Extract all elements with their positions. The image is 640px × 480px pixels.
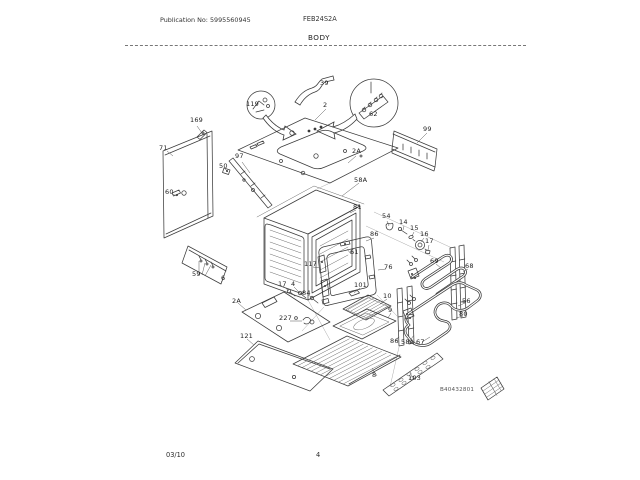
part-label: 4	[291, 280, 296, 288]
part-label: 6	[221, 274, 226, 282]
footer-date: 03/10	[166, 451, 186, 459]
rear-spacer-panel	[392, 131, 437, 171]
part-label: 67	[416, 338, 425, 346]
detail-circle-62	[350, 79, 398, 127]
section-title: BODY	[308, 33, 330, 42]
oven-rack	[293, 336, 401, 386]
part-label: 54	[382, 212, 391, 220]
part-label: 60	[165, 188, 174, 196]
part-label: 101	[354, 281, 368, 289]
part-label: 119	[246, 100, 260, 108]
part-label: 17	[425, 237, 434, 245]
part-label: 39	[320, 79, 329, 87]
left-side-panel	[163, 131, 213, 238]
part-label: 62	[369, 110, 378, 118]
part-label: 8	[372, 371, 377, 379]
pointer-arrow-119	[263, 115, 296, 140]
part-label: 50	[219, 162, 228, 170]
part-label: 2A	[352, 147, 361, 155]
bake-element	[403, 283, 480, 346]
part-label: 56	[462, 297, 471, 305]
part-label: 86	[390, 337, 399, 345]
part-label: 14	[399, 218, 408, 226]
oven-cavity	[257, 186, 364, 300]
part-label: 227	[279, 314, 293, 322]
part-label: 9	[388, 306, 393, 314]
part-label: 86	[370, 230, 379, 238]
bottom-panel	[235, 341, 333, 391]
part-label: 117	[304, 260, 318, 268]
model-number: FEB24S2A	[303, 15, 337, 23]
part-label: 169	[190, 116, 204, 124]
part-label: 76	[384, 263, 393, 271]
part-label: 16	[420, 230, 429, 238]
part-label: 99	[423, 125, 432, 133]
pointer-arrow-62	[317, 114, 357, 139]
door-latch	[340, 241, 350, 246]
part-label: 58A	[401, 338, 415, 346]
part-label: 2A	[232, 297, 241, 305]
part-label: 15	[410, 224, 419, 232]
part-label: 121	[240, 332, 254, 340]
publication-number: Publication No: 5995560945	[160, 16, 251, 24]
part-label: 59	[192, 270, 201, 278]
part-label: 84	[302, 289, 311, 297]
header-rule	[125, 45, 526, 46]
construction-lines	[302, 183, 452, 387]
part-label: 71	[159, 144, 168, 152]
part-label: 58A	[354, 176, 368, 184]
part-label: 103	[408, 374, 422, 382]
part-label: 97	[235, 152, 244, 160]
part-label: 61	[350, 248, 359, 256]
part-label: 2	[323, 101, 328, 109]
diagram-code: B40432801	[440, 387, 475, 393]
part-label: 68	[465, 262, 474, 270]
main-top-panel	[238, 118, 398, 183]
broiler-pan	[333, 306, 396, 339]
guide-section	[481, 377, 504, 400]
footer-page-number: 4	[316, 451, 321, 459]
part-label: 17	[278, 280, 287, 288]
part-label: 81	[353, 203, 362, 211]
part-label: 69	[430, 257, 439, 265]
part-label: 10	[383, 292, 392, 300]
part-label: 80	[459, 310, 468, 318]
front-top-trim	[223, 158, 273, 208]
